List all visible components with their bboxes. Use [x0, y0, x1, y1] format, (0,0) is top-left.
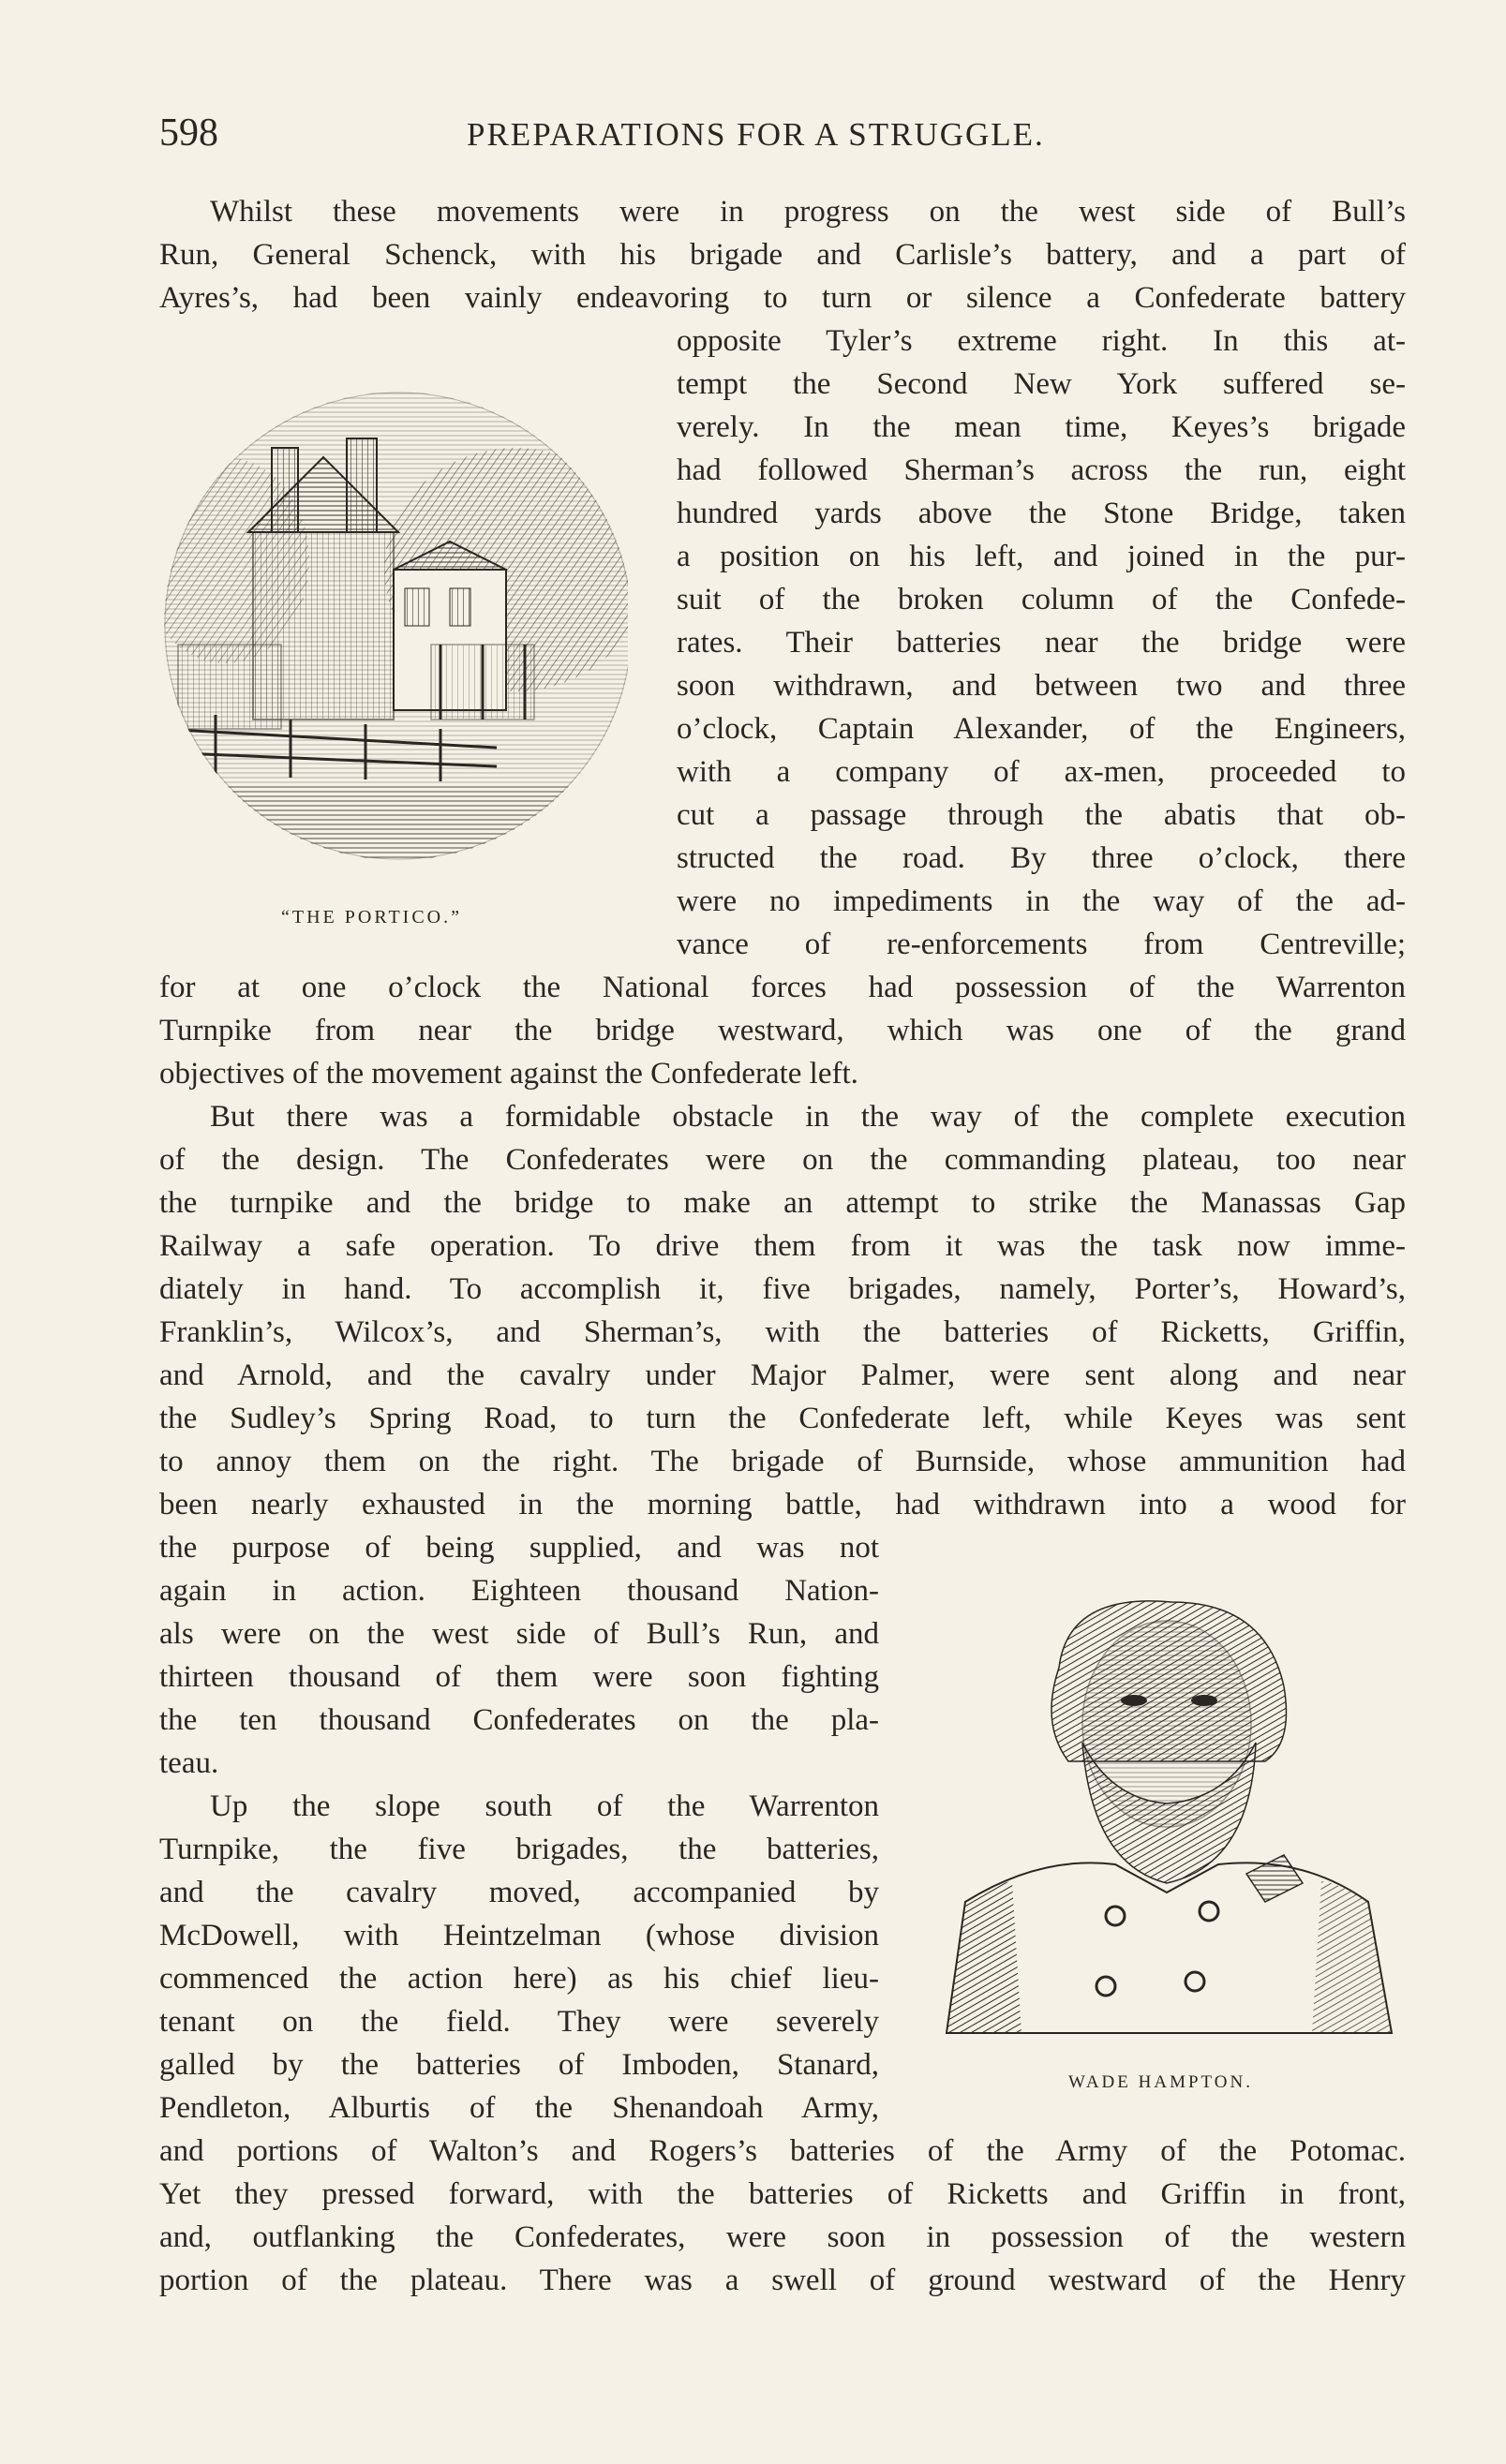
text-line: tempt the Second New York suffered se-: [677, 367, 1406, 401]
text-line: vance of re-enforcements from Centreville;: [677, 928, 1406, 961]
text-line: McDowell, with Heintzelman (whose division: [159, 1919, 879, 1952]
text-line: hundred yards above the Stone Bridge, taken: [677, 497, 1406, 530]
text-line: galled by the batteries of Imboden, Stanard,: [159, 2048, 879, 2082]
text-line: commenced the action here) as his chief lieu-: [159, 1962, 879, 1996]
text-line: to annoy them on the right. The brigade of Burnside, whose ammunition had: [159, 1445, 1406, 1478]
text-line: cut a passage through the abatis that ob-: [677, 798, 1406, 832]
text-line: tenant on the field. They were severely: [159, 2005, 879, 2039]
text-line: and, outflanking the Confederates, were soon in possession of the western: [159, 2220, 1406, 2254]
wade-hampton-portrait: [928, 1583, 1406, 2042]
text-line: been nearly exhausted in the morning battle, had withdrawn into a wood for: [159, 1488, 1406, 1521]
text-line: structed the road. By three o’clock, there: [677, 841, 1406, 875]
text-line: suit of the broken column of the Confede-: [677, 583, 1406, 616]
text-line: soon withdrawn, and between two and three: [677, 669, 1406, 703]
running-head: PREPARATIONS FOR A STRUGGLE.: [467, 116, 1045, 153]
text-line: portion of the plateau. There was a swell of ground westward of the Henry: [159, 2264, 1406, 2297]
text-line: and portions of Walton’s and Rogers’s batteries of the Army of the Potomac.: [159, 2134, 1406, 2168]
text-line: diately in hand. To accomplish it, five brigades, namely, Porter’s, Howard’s,: [159, 1272, 1406, 1306]
text-line: and Arnold, and the cavalry under Major Palmer, were sent along and near: [159, 1358, 1406, 1392]
portico-caption: “THE PORTICO.”: [281, 907, 462, 928]
text-line: Turnpike from near the bridge westward, which was one of the grand: [159, 1014, 1406, 1047]
portico-engraving: [159, 392, 628, 879]
text-line: the Sudley’s Spring Road, to turn the Confederate left, while Keyes was sent: [159, 1402, 1406, 1435]
text-line: of the design. The Confederates were on the commanding plateau, too near: [159, 1143, 1406, 1177]
text-line: Turnpike, the five brigades, the batteries,: [159, 1833, 879, 1866]
text-line: als were on the west side of Bull’s Run, and: [159, 1617, 879, 1651]
text-line: Up the slope south of the Warrenton: [210, 1789, 879, 1823]
text-line: Whilst these movements were in progress on the west side of Bull’s: [210, 195, 1406, 229]
text-line: rates. Their batteries near the bridge were: [677, 626, 1406, 660]
text-line: Ayres’s, had been vainly endeavoring to turn or silence a Confederate battery: [159, 281, 1406, 315]
text-line: teau.: [159, 1746, 219, 1780]
text-line: Railway a safe operation. To drive them from it was the task now imme-: [159, 1229, 1406, 1263]
text-line: and the cavalry moved, accompanied by: [159, 1876, 879, 1909]
wade-hampton-caption: WADE HAMPTON.: [1068, 2072, 1253, 2092]
text-line: had followed Sherman’s across the run, eight: [677, 453, 1406, 487]
text-line: were no impediments in the way of the ad-: [677, 884, 1406, 918]
text-line: Yet they pressed forward, with the batteries of Ricketts and Griffin in front,: [159, 2177, 1406, 2211]
text-line: objectives of the movement against the Confederate left.: [159, 1057, 858, 1091]
page-number: 598: [159, 111, 218, 155]
text-line: verely. In the mean time, Keyes’s brigade: [677, 410, 1406, 444]
text-line: Franklin’s, Wilcox’s, and Sherman’s, with the batteries of Ricketts, Griffin,: [159, 1315, 1406, 1349]
page-header: [159, 111, 1406, 167]
text-line: the turnpike and the bridge to make an attempt to strike the Manassas Gap: [159, 1186, 1406, 1220]
text-line: a position on his left, and joined in the pur-: [677, 540, 1406, 573]
text-line: opposite Tyler’s extreme right. In this at-: [677, 324, 1406, 358]
text-line: the purpose of being supplied, and was not: [159, 1531, 879, 1565]
text-line: the ten thousand Confederates on the pla-: [159, 1703, 879, 1737]
text-line: thirteen thousand of them were soon fighting: [159, 1660, 879, 1694]
text-line: with a company of ax-men, proceeded to: [677, 755, 1406, 789]
text-line: o’clock, Captain Alexander, of the Engineers,: [677, 712, 1406, 746]
text-line: Pendleton, Alburtis of the Shenandoah Army,: [159, 2091, 879, 2125]
text-line: again in action. Eighteen thousand Nation-: [159, 1574, 879, 1608]
text-line: But there was a formidable obstacle in the way of the complete execution: [210, 1100, 1406, 1134]
text-line: Run, General Schenck, with his brigade and Carlisle’s battery, and a part of: [159, 238, 1406, 272]
text-line: for at one o’clock the National forces had possession of the Warrenton: [159, 971, 1406, 1004]
